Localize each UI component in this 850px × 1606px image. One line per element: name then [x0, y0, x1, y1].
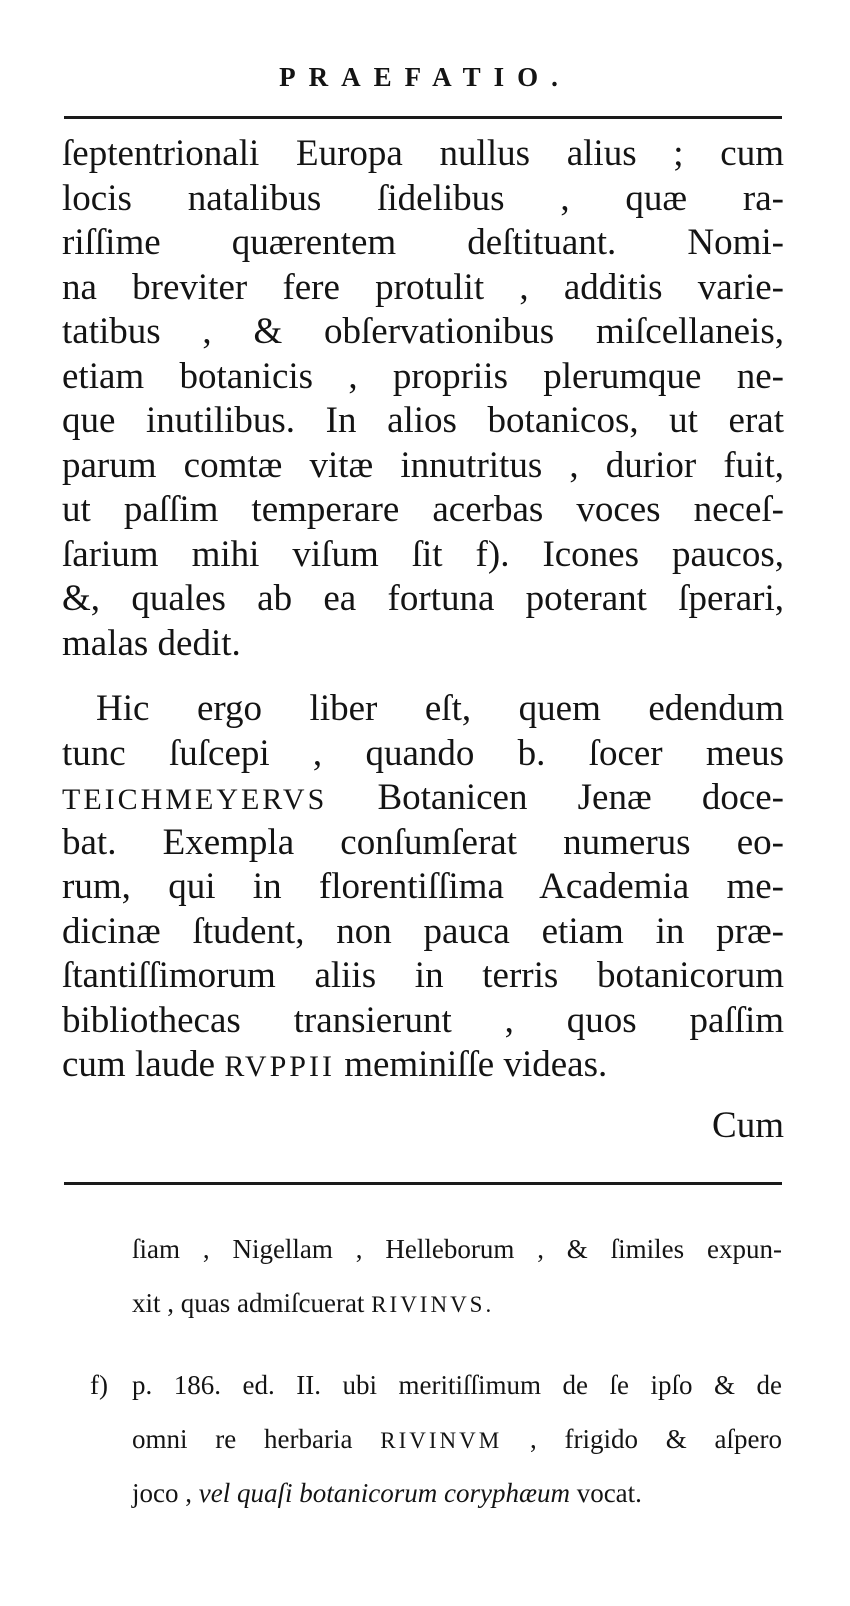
text-fragment: meminiſſe videas.: [334, 1044, 608, 1085]
footnote-line: ſiam , Nigellam , Helleborum , & ſimiles expun-: [132, 1234, 782, 1264]
page-header: PRAEFATIO.: [279, 62, 571, 92]
text-line: tatibus , & obſervationibus miſcellaneis,: [62, 311, 784, 352]
text-line: tunc ſuſcepi , quando b. ſocer meus: [62, 732, 784, 774]
text-line: na breviter fere protulit , additis varie-: [62, 266, 784, 308]
text-fragment: xit , quas admiſcuerat: [132, 1288, 372, 1318]
text-line: malas dedit.: [62, 622, 241, 664]
text-line: que inutilibus. In alios botanicos, ut erat: [62, 400, 784, 441]
footnote-line: [132, 1466, 782, 1520]
text-line: ſeptentrionali Europa nullus alius ; cum: [62, 133, 784, 174]
text-line: parum comtæ vitæ innutritus , durior fuit,: [62, 444, 784, 486]
catchword: Cum: [712, 1105, 784, 1146]
text-fragment: vocat.: [569, 1478, 642, 1508]
footnote-gap: [132, 1330, 782, 1358]
text-line: bibliothecas transierunt , quos paſſim: [62, 999, 784, 1041]
footnote-f: [90, 1358, 782, 1412]
person-name: TEICHMEYERVS: [62, 783, 328, 816]
text-fragment: cum laude: [62, 1044, 225, 1085]
footnote-rule: [64, 1182, 782, 1185]
text-fragment: , frigido & aſpero: [502, 1424, 782, 1454]
person-name: RVPPII: [224, 1050, 335, 1083]
text-fragment: omni re herbaria: [132, 1424, 381, 1454]
paragraph-2: [62, 687, 784, 1088]
footnote-line: [132, 1276, 782, 1330]
text-line: ut paſſim temperare acerbas voces neceſ-: [62, 489, 784, 530]
footnotes: [90, 1222, 782, 1520]
text-line: ſarium mihi viſum ſit f). Icones paucos,: [62, 533, 784, 575]
text-line: ſtantiſſimorum aliis in terris botanicorum: [62, 955, 784, 996]
text-line: etiam botanicis , propriis plerumque ne-: [62, 355, 784, 397]
paragraph-1: [62, 132, 784, 666]
text-line: Hic ergo liber eſt, quem edendum: [96, 688, 784, 729]
header-rule: [64, 116, 782, 119]
text-line: &, quales ab ea fortuna poterant ſperari,: [62, 578, 784, 619]
footnote-marker: f): [90, 1370, 108, 1400]
text-fragment: joco ,: [132, 1478, 199, 1508]
footnote-line: p. 186. ed. II. ubi meritiſſimum de ſe ipſo & de: [132, 1370, 782, 1400]
italic-quote: vel quaſi botanicorum coryphæum: [198, 1478, 570, 1508]
text-line: [62, 1043, 784, 1088]
text-line: locis natalibus ſidelibus , quæ ra-: [62, 177, 784, 219]
text-line: rum, qui in florentiſſima Academia me-: [62, 866, 784, 907]
footnote-line: [132, 1412, 782, 1466]
text-line: bat. Exempla conſumſerat numerus eo-: [62, 821, 784, 863]
text-line: riſſime quærentem deſtituant. Nomi-: [62, 222, 784, 263]
person-name: RIVINVS.: [371, 1292, 495, 1317]
text-line: dicinæ ſtudent, non pauca etiam in præ-: [62, 910, 784, 952]
person-name: RIVINVM: [380, 1428, 503, 1453]
text-line: [62, 776, 784, 821]
text-fragment: Botanicen Jenæ doce-: [327, 777, 784, 818]
